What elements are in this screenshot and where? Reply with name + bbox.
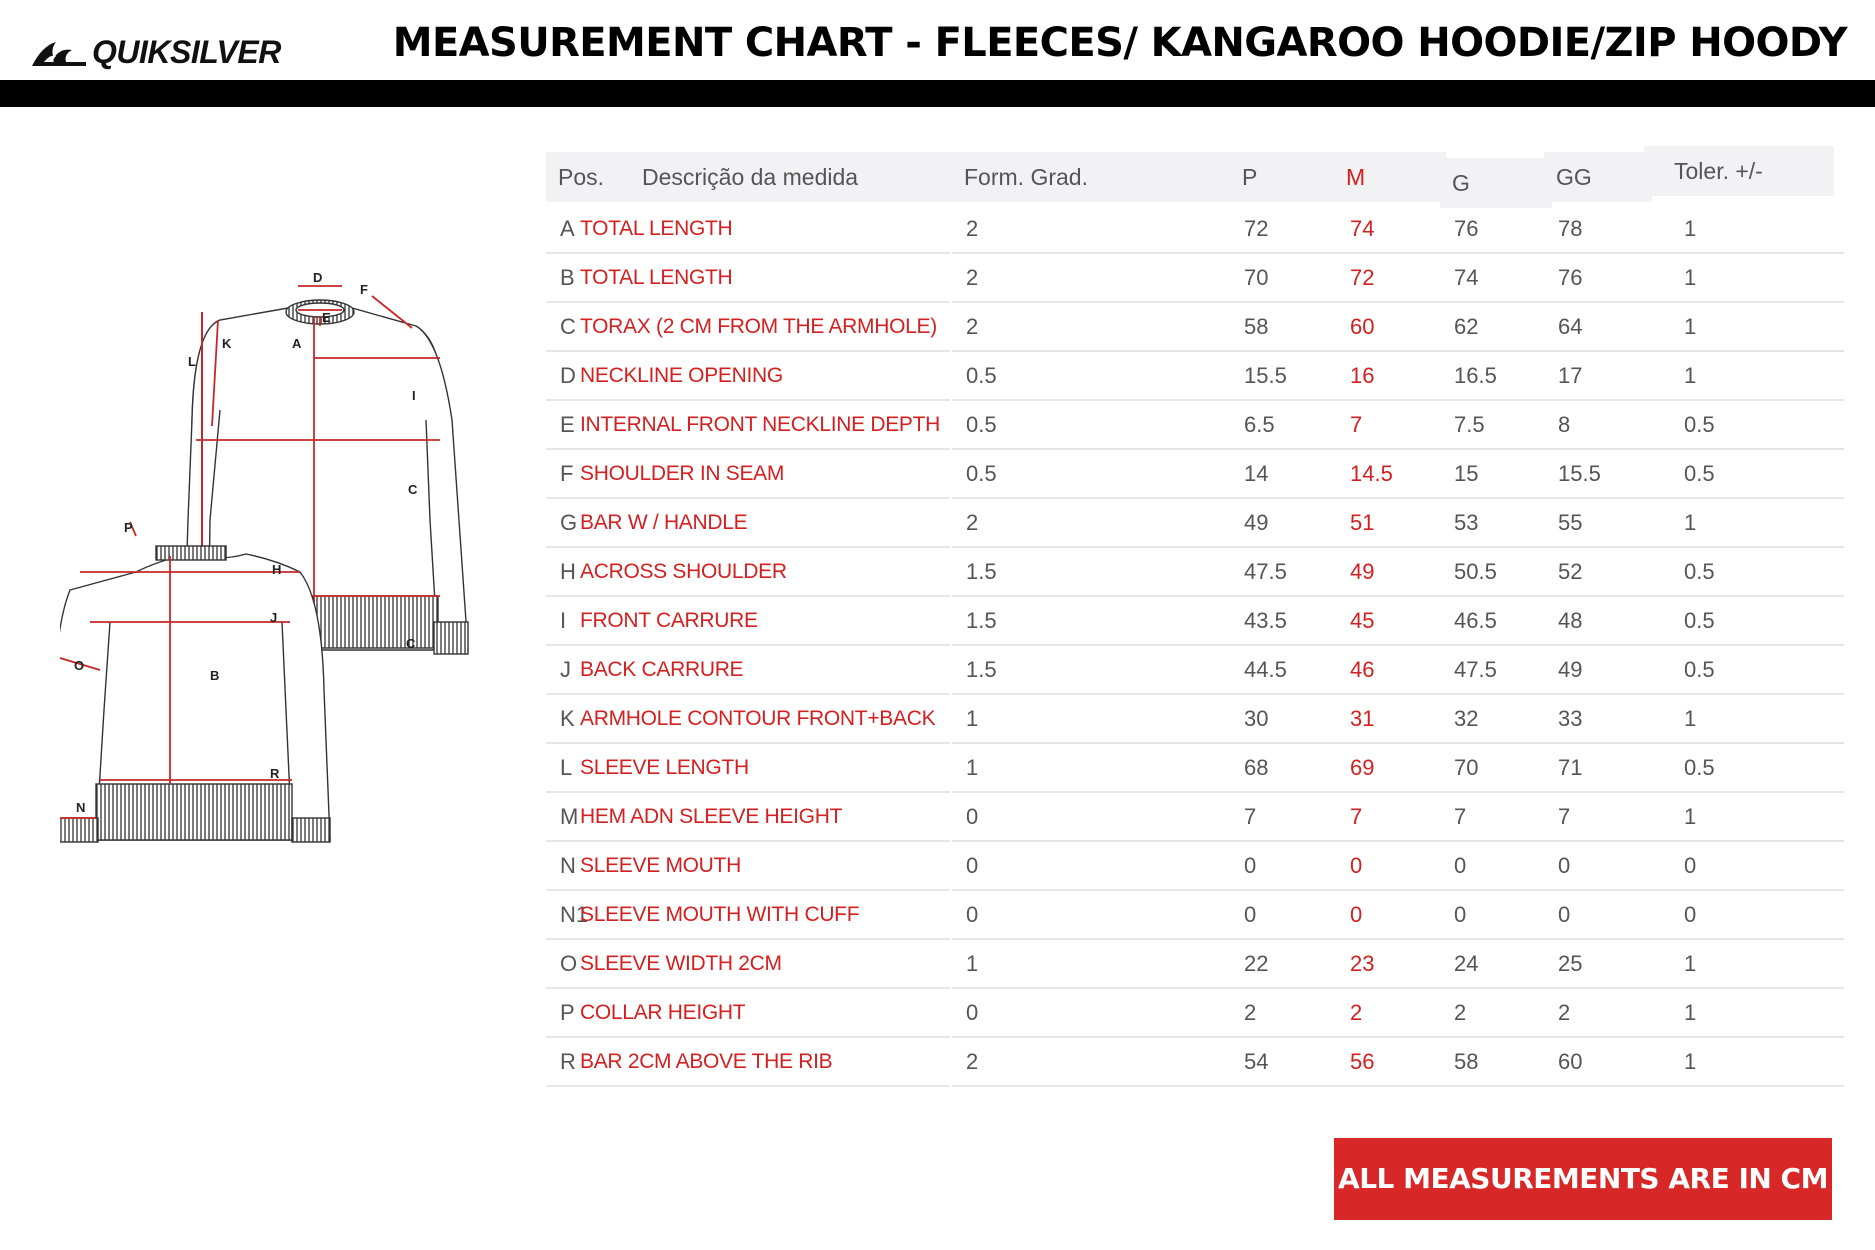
cell-m: 46 — [1336, 647, 1450, 695]
cell-m: 72 — [1336, 255, 1450, 303]
cell-g: 16.5 — [1440, 353, 1554, 401]
cell-grad: 1 — [952, 941, 1236, 989]
cell-g: 46.5 — [1440, 598, 1554, 646]
cell-pos: P — [546, 990, 590, 1038]
cell-tol: 0.5 — [1644, 745, 1844, 793]
cell-pos: N — [546, 843, 590, 891]
cell-desc: TOTAL LENGTH — [576, 206, 950, 254]
cell-p: 49 — [1230, 500, 1344, 548]
cell-gg: 7 — [1544, 794, 1654, 842]
cell-g: 2 — [1440, 990, 1554, 1038]
cell-desc: ARMHOLE CONTOUR FRONT+BACK — [576, 696, 950, 744]
diagram-label-F: F — [378, 288, 386, 303]
cell-gg: 48 — [1544, 598, 1654, 646]
diagram-label-O: O — [74, 658, 85, 673]
table-row — [540, 892, 1810, 941]
cell-m: 7 — [1336, 402, 1450, 450]
cell-pos: B — [546, 255, 590, 303]
header-pos: Pos. — [546, 152, 650, 202]
header-grad: Form. Grad. — [952, 152, 1234, 202]
cell-gg: 0 — [1544, 843, 1654, 891]
cell-tol: 0.5 — [1644, 549, 1844, 597]
quiksilver-logo — [30, 36, 310, 70]
cell-desc: TOTAL LENGTH — [576, 255, 950, 303]
cell-g: 58 — [1440, 1039, 1554, 1087]
cell-m: 23 — [1336, 941, 1450, 989]
table-row — [540, 206, 1810, 255]
cell-pos: G — [546, 500, 590, 548]
cell-g: 50.5 — [1440, 549, 1554, 597]
cell-desc: SLEEVE WIDTH 2CM — [576, 941, 950, 989]
header-m: M — [1336, 152, 1446, 202]
cell-p: 30 — [1230, 696, 1344, 744]
cell-g: 32 — [1440, 696, 1554, 744]
cell-grad: 2 — [952, 255, 1236, 303]
cell-p: 22 — [1230, 941, 1344, 989]
cell-tol: 0.5 — [1644, 402, 1844, 450]
diagram-label-R: R — [270, 766, 280, 781]
cell-tol: 0.5 — [1644, 647, 1844, 695]
table-row — [540, 941, 1810, 990]
cell-pos: L — [546, 745, 590, 793]
header-tol: Toler. +/- — [1644, 146, 1834, 196]
cell-g: 7.5 — [1440, 402, 1554, 450]
cell-gg: 60 — [1544, 1039, 1654, 1087]
cell-desc: COLLAR HEIGHT — [576, 990, 950, 1038]
table-row — [540, 598, 1810, 647]
cell-desc: SLEEVE LENGTH — [576, 745, 950, 793]
cell-p: 70 — [1230, 255, 1344, 303]
cell-p: 0 — [1230, 843, 1344, 891]
cell-tol: 1 — [1644, 353, 1844, 401]
diagram-label-B: B — [210, 668, 220, 683]
cell-pos: M — [546, 794, 590, 842]
cell-m: 16 — [1336, 353, 1450, 401]
header-gg: GG — [1544, 152, 1652, 202]
cell-gg: 15.5 — [1544, 451, 1654, 499]
cell-grad: 1 — [952, 696, 1236, 744]
table-row — [540, 1039, 1810, 1088]
table-header-row — [540, 152, 1810, 206]
cell-pos: K — [546, 696, 590, 744]
cell-pos: N1 — [546, 892, 590, 940]
cell-p: 44.5 — [1230, 647, 1344, 695]
table-row — [540, 794, 1810, 843]
cell-desc: SHOULDER IN SEAM — [576, 451, 950, 499]
cell-p: 47.5 — [1230, 549, 1344, 597]
cell-m: 14.5 — [1336, 451, 1450, 499]
cell-grad: 0.5 — [952, 451, 1236, 499]
table-row — [540, 745, 1810, 794]
diagram-label-C-upper: C — [408, 482, 418, 497]
cell-p: 6.5 — [1230, 402, 1344, 450]
units-note-banner: ALL MEASUREMENTS ARE IN CM — [1334, 1138, 1832, 1220]
cell-grad: 2 — [952, 304, 1236, 352]
cell-g: 74 — [1440, 255, 1554, 303]
cell-desc: TORAX (2 CM FROM THE ARMHOLE) — [576, 304, 950, 352]
header-p: P — [1230, 152, 1342, 202]
cell-g: 76 — [1440, 206, 1554, 254]
table-row — [540, 353, 1810, 402]
cell-pos: E — [546, 402, 590, 450]
cell-g: 53 — [1440, 500, 1554, 548]
header-divider-bar — [0, 80, 1875, 107]
table-row — [540, 843, 1810, 892]
diagram-label-L: L — [188, 354, 196, 369]
cell-pos: I — [546, 598, 590, 646]
diagram-label-N: N — [76, 800, 86, 815]
cell-g: 47.5 — [1440, 647, 1554, 695]
cell-gg: 0 — [1544, 892, 1654, 940]
cell-grad: 0 — [952, 843, 1236, 891]
cell-tol: 1 — [1644, 1039, 1844, 1087]
cell-grad: 1 — [952, 745, 1236, 793]
cell-tol: 1 — [1644, 941, 1844, 989]
cell-desc: HEM ADN SLEEVE HEIGHT — [576, 794, 950, 842]
cell-m: 0 — [1336, 843, 1450, 891]
cell-grad: 1.5 — [952, 598, 1236, 646]
cell-g: 70 — [1440, 745, 1554, 793]
table-body — [540, 206, 1810, 1088]
cell-p: 15.5 — [1230, 353, 1344, 401]
cell-grad: 1.5 — [952, 647, 1236, 695]
diagram-label-J: J — [270, 610, 278, 625]
cell-grad: 1.5 — [952, 549, 1236, 597]
cell-m: 74 — [1336, 206, 1450, 254]
cell-gg: 49 — [1544, 647, 1654, 695]
cell-p: 72 — [1230, 206, 1344, 254]
table-row — [540, 304, 1810, 353]
cell-m: 56 — [1336, 1039, 1450, 1087]
cell-g: 24 — [1440, 941, 1554, 989]
cell-grad: 2 — [952, 500, 1236, 548]
cell-desc: INTERNAL FRONT NECKLINE DEPTH — [576, 402, 950, 450]
cell-pos: R — [546, 1039, 590, 1087]
cell-pos: C — [546, 304, 590, 352]
cell-m: 7 — [1336, 794, 1450, 842]
cell-m: 0 — [1336, 892, 1450, 940]
page-title: MEASUREMENT CHART - FLEECES/ KANGAROO HOODIE/ZIP HOODY — [392, 20, 1847, 66]
cell-desc: FRONT CARRURE — [576, 598, 950, 646]
cell-gg: 52 — [1544, 549, 1654, 597]
diagram-label-H: H — [272, 562, 282, 577]
cell-pos: F — [546, 451, 590, 499]
cell-desc: BAR 2CM ABOVE THE RIB — [576, 1039, 950, 1087]
cell-p: 43.5 — [1230, 598, 1344, 646]
cell-p: 68 — [1230, 745, 1344, 793]
cell-grad: 0.5 — [952, 353, 1236, 401]
cell-grad: 2 — [952, 1039, 1236, 1087]
cell-pos: J — [546, 647, 590, 695]
cell-desc: NECKLINE OPENING — [576, 353, 950, 401]
cell-p: 14 — [1230, 451, 1344, 499]
cell-grad: 0 — [952, 990, 1236, 1038]
cell-grad: 0 — [952, 892, 1236, 940]
cell-tol: 1 — [1644, 500, 1844, 548]
logo-text: QUIKSILVER — [92, 34, 281, 70]
diagram-label-A: A — [292, 336, 302, 351]
cell-gg: 64 — [1544, 304, 1654, 352]
cell-m: 69 — [1336, 745, 1450, 793]
cell-tol: 0 — [1644, 843, 1844, 891]
cell-desc: BACK CARRURE — [576, 647, 950, 695]
measurement-table — [540, 152, 1810, 1088]
cell-m: 31 — [1336, 696, 1450, 744]
cell-p: 58 — [1230, 304, 1344, 352]
cell-desc: BAR W / HANDLE — [576, 500, 950, 548]
diagram-label-E: E — [322, 310, 331, 325]
cell-pos: H — [546, 549, 590, 597]
cell-p: 2 — [1230, 990, 1344, 1038]
cell-m: 2 — [1336, 990, 1450, 1038]
label-F: F — [360, 282, 368, 297]
diagram-label-I: I — [412, 388, 416, 403]
cell-m: 60 — [1336, 304, 1450, 352]
table-row — [540, 647, 1810, 696]
cell-grad: 2 — [952, 206, 1236, 254]
cell-pos: A — [546, 206, 590, 254]
table-row — [540, 696, 1810, 745]
header-desc: Descrição da medida — [638, 152, 952, 202]
garment-diagram — [60, 270, 530, 1020]
cell-g: 0 — [1440, 843, 1554, 891]
table-row — [540, 255, 1810, 304]
back-sweater-sketch — [60, 546, 330, 842]
cell-gg: 8 — [1544, 402, 1654, 450]
cell-tol: 1 — [1644, 794, 1844, 842]
cell-gg: 76 — [1544, 255, 1654, 303]
cell-desc: ACROSS SHOULDER — [576, 549, 950, 597]
cell-m: 51 — [1336, 500, 1450, 548]
cell-tol: 1 — [1644, 255, 1844, 303]
cell-tol: 1 — [1644, 696, 1844, 744]
cell-desc: SLEEVE MOUTH — [576, 843, 950, 891]
cell-gg: 55 — [1544, 500, 1654, 548]
cell-gg: 2 — [1544, 990, 1654, 1038]
cell-p: 54 — [1230, 1039, 1344, 1087]
cell-g: 7 — [1440, 794, 1554, 842]
cell-grad: 0 — [952, 794, 1236, 842]
cell-g: 15 — [1440, 451, 1554, 499]
cell-p: 0 — [1230, 892, 1344, 940]
cell-gg: 78 — [1544, 206, 1654, 254]
cell-tol: 1 — [1644, 990, 1844, 1038]
table-row — [540, 990, 1810, 1039]
cell-tol: 0 — [1644, 892, 1844, 940]
cell-gg: 71 — [1544, 745, 1654, 793]
cell-tol: 1 — [1644, 304, 1844, 352]
table-row — [540, 451, 1810, 500]
diagram-label-K: K — [222, 336, 232, 351]
cell-pos: D — [546, 353, 590, 401]
cell-tol: 0.5 — [1644, 451, 1844, 499]
cell-grad: 0.5 — [952, 402, 1236, 450]
cell-gg: 25 — [1544, 941, 1654, 989]
diagram-label-P: P — [124, 520, 133, 535]
cell-g: 0 — [1440, 892, 1554, 940]
cell-desc: SLEEVE MOUTH WITH CUFF — [576, 892, 950, 940]
cell-m: 45 — [1336, 598, 1450, 646]
cell-p: 7 — [1230, 794, 1344, 842]
cell-m: 49 — [1336, 549, 1450, 597]
header-g: G — [1440, 158, 1552, 208]
cell-gg: 17 — [1544, 353, 1654, 401]
cell-g: 62 — [1440, 304, 1554, 352]
table-row — [540, 549, 1810, 598]
cell-tol: 0.5 — [1644, 598, 1844, 646]
table-row — [540, 402, 1810, 451]
header — [0, 0, 1875, 108]
diagram-label-D: D — [313, 270, 323, 285]
wave-mountain-icon — [30, 36, 90, 70]
cell-pos: O — [546, 941, 590, 989]
table-row — [540, 500, 1810, 549]
cell-tol: 1 — [1644, 206, 1844, 254]
cell-gg: 33 — [1544, 696, 1654, 744]
diagram-label-C-lower: C — [406, 636, 416, 651]
